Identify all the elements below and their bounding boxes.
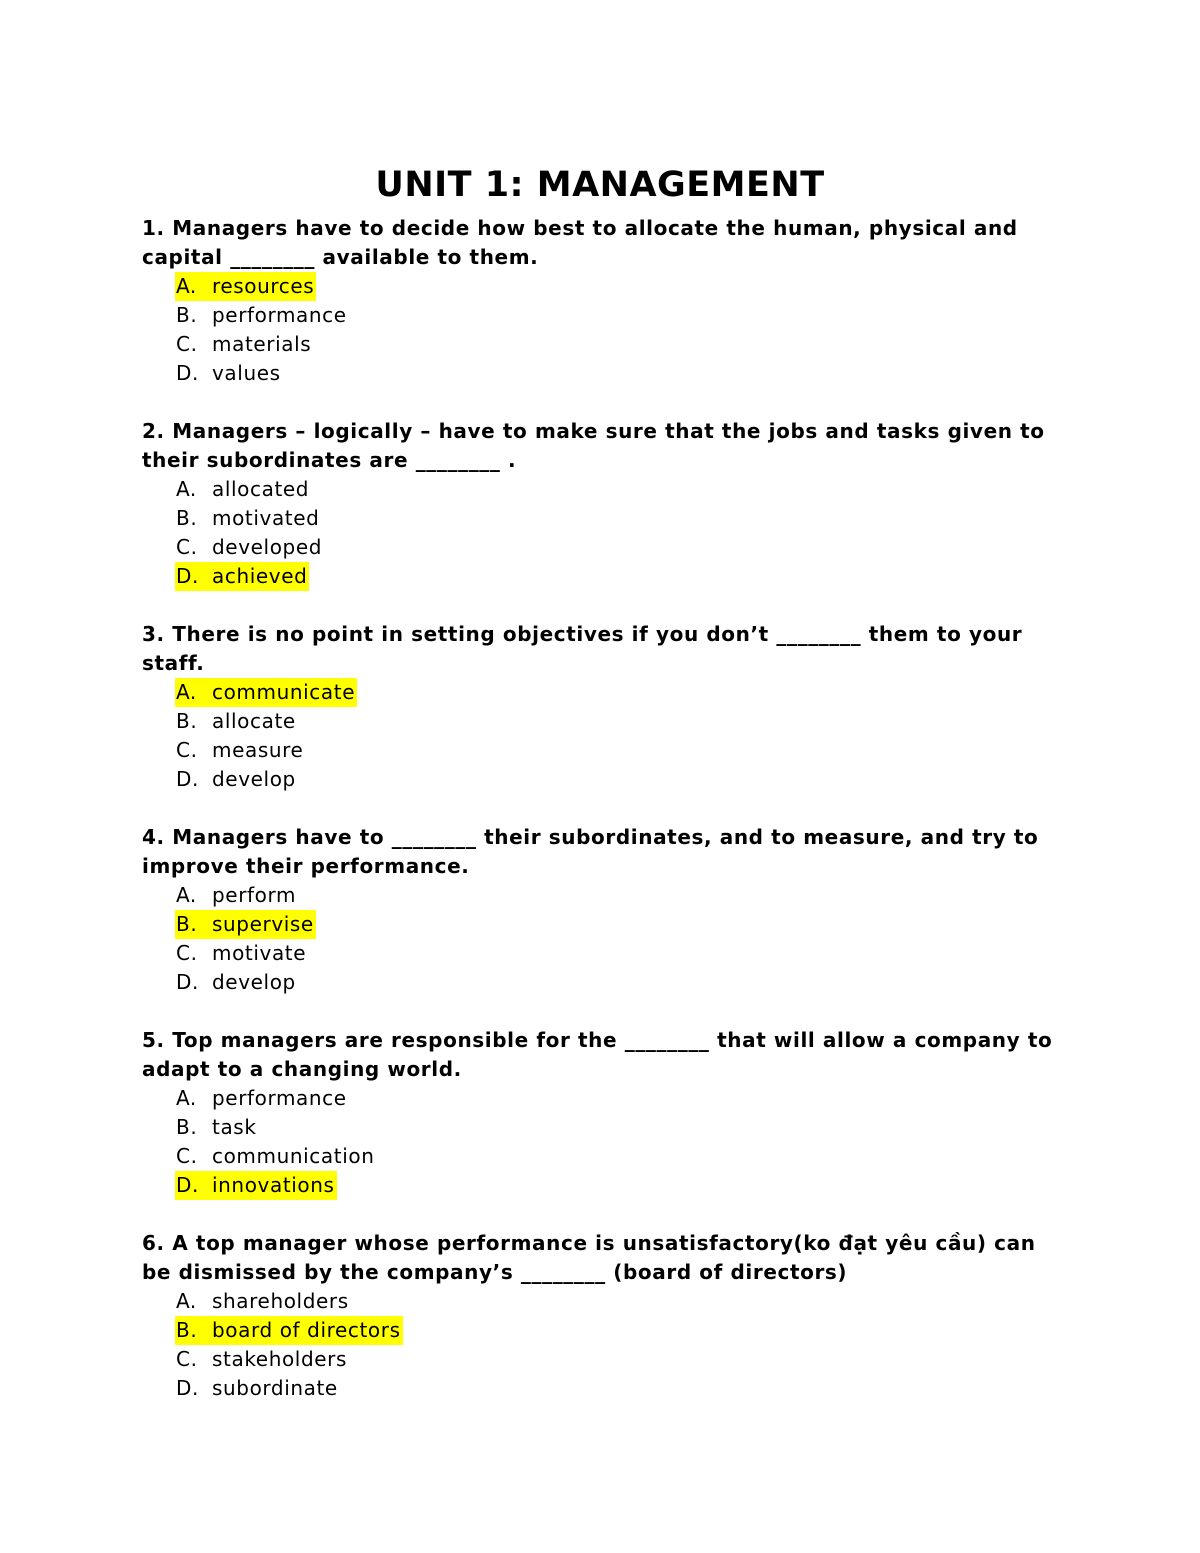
option-list	[142, 678, 1072, 794]
option-c	[176, 533, 1072, 562]
option-a	[176, 1084, 1072, 1113]
option-text: communicate	[212, 680, 356, 704]
question-stem: 3. There is no point in setting objectives if you don’t ________ them to your staff.	[142, 622, 1023, 675]
option-letter: C.	[176, 941, 198, 965]
option-highlight	[175, 1084, 349, 1113]
option-highlight	[175, 562, 309, 591]
option-highlight	[175, 1374, 340, 1403]
question-stem: 2. Managers – logically – have to make sure that the jobs and tasks given to their subordinates are ________ .	[142, 419, 1045, 472]
option-highlight	[175, 272, 316, 301]
option-text: achieved	[212, 564, 308, 588]
option-letter: A.	[176, 274, 197, 298]
option-text: communication	[212, 1144, 375, 1168]
option-highlight	[175, 707, 298, 736]
option-b	[176, 301, 1072, 330]
option-text: shareholders	[212, 1289, 349, 1313]
option-highlight	[175, 1142, 376, 1171]
option-letter: C.	[176, 332, 198, 356]
option-text: materials	[212, 332, 312, 356]
option-text: values	[212, 361, 281, 385]
option-list	[142, 1287, 1072, 1403]
option-c	[176, 1345, 1072, 1374]
option-letter: D.	[176, 767, 199, 791]
option-list	[142, 881, 1072, 997]
option-letter: D.	[176, 970, 199, 994]
option-c	[176, 939, 1072, 968]
option-a	[176, 475, 1072, 504]
question-list	[142, 214, 1072, 1432]
option-letter: C.	[176, 1144, 198, 1168]
option-c	[176, 330, 1072, 359]
question-3	[142, 620, 1072, 794]
question-4	[142, 823, 1072, 997]
option-highlight	[175, 968, 298, 997]
question-stem: 6. A top manager whose performance is unsatisfactory(ko đạt yêu cầu) can be dismissed by the company’s ________ (board of directors)	[142, 1231, 1036, 1284]
option-text: motivated	[212, 506, 320, 530]
option-highlight	[175, 330, 313, 359]
option-highlight	[175, 475, 311, 504]
option-a	[176, 1287, 1072, 1316]
option-text: motivate	[212, 941, 307, 965]
option-text: innovations	[212, 1173, 335, 1197]
option-highlight	[175, 301, 349, 330]
option-text: subordinate	[212, 1376, 338, 1400]
option-text: stakeholders	[212, 1347, 348, 1371]
option-highlight	[175, 1171, 337, 1200]
option-letter: B.	[176, 1115, 198, 1139]
option-c	[176, 736, 1072, 765]
option-highlight	[175, 1316, 403, 1345]
option-d	[176, 968, 1072, 997]
option-text: supervise	[212, 912, 314, 936]
option-highlight	[175, 881, 298, 910]
option-highlight	[175, 939, 308, 968]
question-stem: 4. Managers have to ________ their subordinates, and to measure, and try to improve their performance.	[142, 825, 1039, 878]
option-letter: A.	[176, 477, 197, 501]
option-highlight	[175, 1345, 349, 1374]
option-d	[176, 562, 1072, 591]
option-letter: D.	[176, 564, 199, 588]
option-text: allocate	[212, 709, 296, 733]
option-d	[176, 1171, 1072, 1200]
option-letter: B.	[176, 303, 198, 327]
option-letter: D.	[176, 361, 199, 385]
option-text: develop	[212, 767, 296, 791]
option-b	[176, 910, 1072, 939]
option-letter: C.	[176, 535, 198, 559]
page-title: UNIT 1: MANAGEMENT	[375, 165, 825, 206]
option-text: board of directors	[212, 1318, 401, 1342]
option-highlight	[175, 1113, 259, 1142]
option-letter: B.	[176, 1318, 198, 1342]
option-letter: B.	[176, 506, 198, 530]
option-highlight	[175, 533, 324, 562]
option-letter: D.	[176, 1173, 199, 1197]
question-1	[142, 214, 1072, 388]
option-a	[176, 678, 1072, 707]
option-letter: A.	[176, 680, 197, 704]
option-a	[176, 272, 1072, 301]
option-d	[176, 1374, 1072, 1403]
option-highlight	[175, 910, 316, 939]
option-d	[176, 359, 1072, 388]
option-list	[142, 475, 1072, 591]
option-letter: A.	[176, 1086, 197, 1110]
option-text: perform	[212, 883, 297, 907]
option-letter: B.	[176, 709, 198, 733]
option-b	[176, 504, 1072, 533]
option-b	[176, 1316, 1072, 1345]
option-letter: D.	[176, 1376, 199, 1400]
question-5	[142, 1026, 1072, 1200]
option-text: measure	[212, 738, 304, 762]
option-letter: C.	[176, 1347, 198, 1371]
question-stem: 1. Managers have to decide how best to allocate the human, physical and capital ________ available to them.	[142, 216, 1018, 269]
option-letter: A.	[176, 883, 197, 907]
option-highlight	[175, 359, 283, 388]
option-highlight	[175, 765, 298, 794]
option-text: developed	[212, 535, 323, 559]
option-text: develop	[212, 970, 296, 994]
option-letter: A.	[176, 1289, 197, 1313]
option-text: allocated	[212, 477, 310, 501]
question-stem: 5. Top managers are responsible for the ________ that will allow a company to adapt to a changing world.	[142, 1028, 1053, 1081]
option-list	[142, 272, 1072, 388]
option-list	[142, 1084, 1072, 1200]
option-d	[176, 765, 1072, 794]
option-letter: B.	[176, 912, 198, 936]
option-c	[176, 1142, 1072, 1171]
option-text: performance	[212, 303, 347, 327]
option-letter: C.	[176, 738, 198, 762]
option-b	[176, 1113, 1072, 1142]
question-2	[142, 417, 1072, 591]
option-b	[176, 707, 1072, 736]
option-highlight	[175, 504, 321, 533]
question-6	[142, 1229, 1072, 1403]
option-text: resources	[212, 274, 315, 298]
option-highlight	[175, 678, 357, 707]
option-text: task	[212, 1115, 257, 1139]
option-a	[176, 881, 1072, 910]
option-text: performance	[212, 1086, 347, 1110]
option-highlight	[175, 736, 305, 765]
option-highlight	[175, 1287, 351, 1316]
